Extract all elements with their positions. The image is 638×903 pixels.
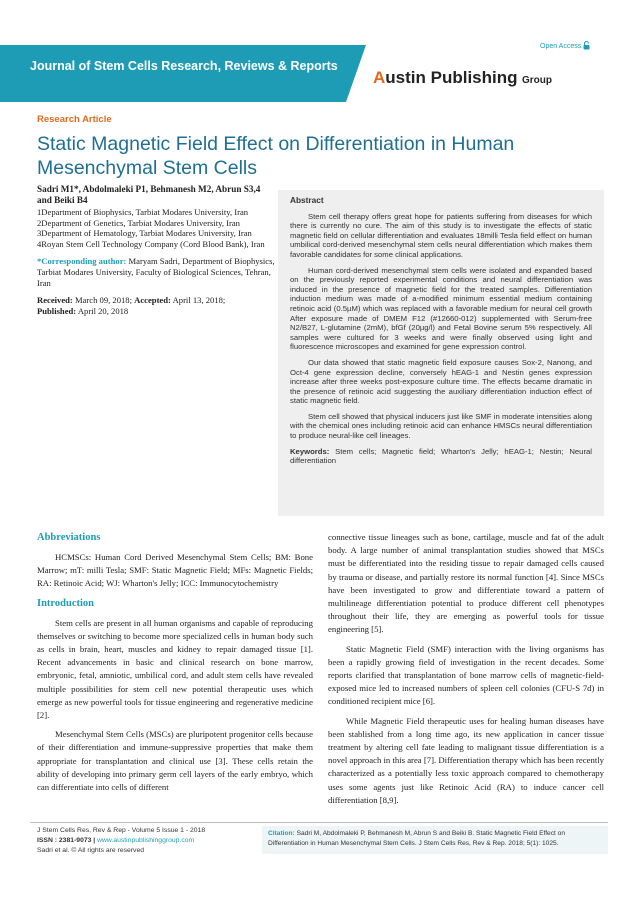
publisher-logo-a: A [373, 68, 386, 87]
received-label: Received: [37, 295, 73, 306]
abstract-paragraph: Our data showed that static magnetic field exposure causes Sox-2, Nanong, and Oct-4 gene expression decline, conversely hEAG-1 and Nestin genes expression increase after three weeks post-exposure culture time. The effects became dramatic in the presence of retinoic acid suggesting the auxiliary differentiation induction effect of static magnetic field. [290, 357, 592, 406]
introduction-heading: Introduction [37, 597, 94, 609]
body-paragraph: While Magnetic Field therapeutic uses for healing human diseases have been stablished from a long time ago, its new application in cancer tissue treatment by altering cell fate leading to malignant tissue differentiation is a novel approach in this area [7]. Differentiation therapy which has been recently characterized as a potentially less toxic approach compared to chemotherapy uses some agents just like Retinoic Acid (RA) to induce cancer cell differentiation [8,9]. [328, 715, 604, 805]
body-paragraph: Stem cells are present in all human organisms and capable of reproducing themselves or switching to become more specialized cells in human body such as cells in brain, heart, muscles and kidney to repair damaged tissue [1]. Recent advancements in basic and clinical research on bone marrow, embryonic, fetal, amniotic, umbilical cord, and adult stem cells have revealed multiple possibilities for stem cell new potential therapeutic uses which emerge as new powerful tools for tissue engineering and regenerative medicine [2]. [37, 617, 313, 721]
citation-text: Sadri M, Abdolmaleki P, Behmanesh M, Abrun S and Beiki B. Static Magnetic Field Effect on Differentiation in Human Mesenchymal Stem Cells. J Stem Cells Res, Rev & Rep. 2018; 5(1): 1025. [268, 830, 565, 847]
body-paragraph: Static Magnetic Field (SMF) interaction with the living organisms has been a rapidly growing field of investigation in the recent decades. Some reports clarified that transplantation of bone marrow cells of magnetic-field-exposed mice led to increased numbers of spleen cell colonies (CFU-S 7d) in conditioned recipient mice [6]. [328, 643, 604, 707]
abstract-heading: Abstract [290, 195, 324, 205]
citation-box [262, 826, 608, 854]
affiliation: 3Department of Hematology, Tarbiat Modares University, Iran [37, 228, 252, 239]
author-info [37, 184, 275, 316]
footer-volume: J Stem Cells Res, Rev & Rep - Volume 5 Issue 1 - 2018 [37, 827, 206, 834]
affiliation: 4Royan Stem Cell Technology Company (Cord Blood Bank), Iran [37, 238, 265, 249]
accepted-date: April 13, 2018; [170, 295, 226, 306]
abbreviations-text: HCMSCs: Human Cord Derived Mesenchymal Stem Cells; BM: Bone Marrow; mT: milli Tesla; SMF: Static Magnetic Field; MFs: Magnetic Fields; RA: Retinoic Acid; WJ: Wharton's Jelly; ICC: Immunocytochemistry [37, 552, 313, 589]
corresponding-author [37, 256, 275, 288]
abstract-paragraph: Stem cell therapy offers great hope for patients suffering from diseases for which there is currently no cure. The aim of this study is to investigate the effects of static magnetic field on cellular differentiation and evaluates 18milli Tesla field effect on human umbilical cord-derived mesenchymal stem cells neural differentiation which makes them favorable candidates for some clinical applications. [290, 211, 592, 259]
citation-label: Citation: [268, 830, 295, 837]
received-date: March 09, 2018; [72, 295, 135, 306]
body-left-column [37, 531, 313, 794]
published-date: April 20, 2018 [76, 305, 129, 316]
keywords-text: Stem cells; Magnetic field; Wharton's Jelly; hEAG-1; Nestin; Neural differentiation [290, 446, 592, 466]
published-label: Published: [37, 305, 77, 316]
accepted-label: Accepted: [134, 295, 171, 306]
body-right-column [328, 531, 604, 813]
keywords-label: Keywords: [290, 446, 330, 456]
publisher-group: Group [521, 75, 552, 86]
keywords [290, 447, 592, 466]
author-list: Sadri M1*, Abdolmaleki P1, Behmanesh M2, Abrun S3,4 and Beiki B4 [37, 184, 261, 205]
body-paragraph: connective tissue lineages such as bone, cartilage, muscle and fat of the adult body. A large number of animal transplantation studies showed that MSCs must be differentiated into the residing tissue to repair damaged cells caused by trauma or disease, and partially restore its normal function [4]. Since MSCs have been investigated to grow and differentiate toward a pattern of multilineage differentiation potential to produce different cell phenotypes throughout their life, they are emerging as powerful tools for tissue engineering [5]. [328, 532, 604, 635]
footer-divider [30, 822, 608, 823]
article-type: Research Article [37, 114, 112, 125]
affiliation: 1Department of Biophysics, Tarbiat Modares University, Iran [37, 207, 249, 217]
footer-copyright: Sadri et al. © All rights are reserved [37, 847, 145, 854]
paper-title: Static Magnetic Field Effect on Differentiation in Human Mesenchymal Stem Cells [37, 133, 515, 179]
publisher-name: ustin Publishing [385, 68, 518, 87]
abstract-paragraph: Stem cell showed that physical inducers just like SMF in moderate intensities along with the chemical ones including retinoic acid can enhance HMSCs neural differentiation to produce neural-like cell lineages. [290, 411, 592, 441]
abbreviations-heading: Abbreviations [37, 532, 101, 543]
body-paragraph: Mesenchymal Stem Cells (MSCs) are pluripotent progenitor cells because of their differentiation and immune-suppressive properties that make them appropriate for transplantation and clinical use [3]. These cells retain the ability of developing into primary germ cell layers of the early embryo, which can differentiate into cells of different [37, 729, 313, 793]
publisher-logo [373, 68, 603, 90]
corresponding-text: Maryam Sadri, Department of Biophysics, Tarbiat Modares University, Faculty of Biological Sciences, Tehran, Iran [37, 256, 275, 288]
corresponding-label: *Corresponding author: [37, 256, 127, 267]
affiliation: 2Department of Genetics, Tarbiat Modares University, Iran [37, 217, 240, 228]
article-dates [37, 295, 275, 316]
open-lock-icon [583, 41, 590, 52]
journal-title: Journal of Stem Cells Research, Reviews & Reports [30, 59, 338, 73]
abstract-box [278, 190, 604, 516]
footer-journal-info [37, 826, 259, 856]
footer-url-link[interactable]: www.austinpublishinggroup.com [97, 837, 195, 844]
abstract-paragraph: Human cord-derived mesenchymal stem cells were isolated and expanded based on the previously reported experimental conditions and neural differentiation was induced in the presence of magnetic field for the treated samples. Differentiation induction medium was made of a-modified minimum essential medium containing retinoic acid (0.5µM) which was replaced with a favorable medium for neural cell growth After exposure made of DMEM F12 (#12660-012) supplemented with Serum-free N2/B27, L-glutamine (2mM), bfGf (20µg/l) and Fetal Bovine serum 5% respectively. All samples were cultured for 3 weeks and were finally observed using light and fluorescence microscopes and examined for gene expression control. [290, 265, 592, 352]
open-access-label: Open Access [540, 43, 582, 50]
footer-issn: ISSN : 2381-9073 | [37, 837, 98, 844]
